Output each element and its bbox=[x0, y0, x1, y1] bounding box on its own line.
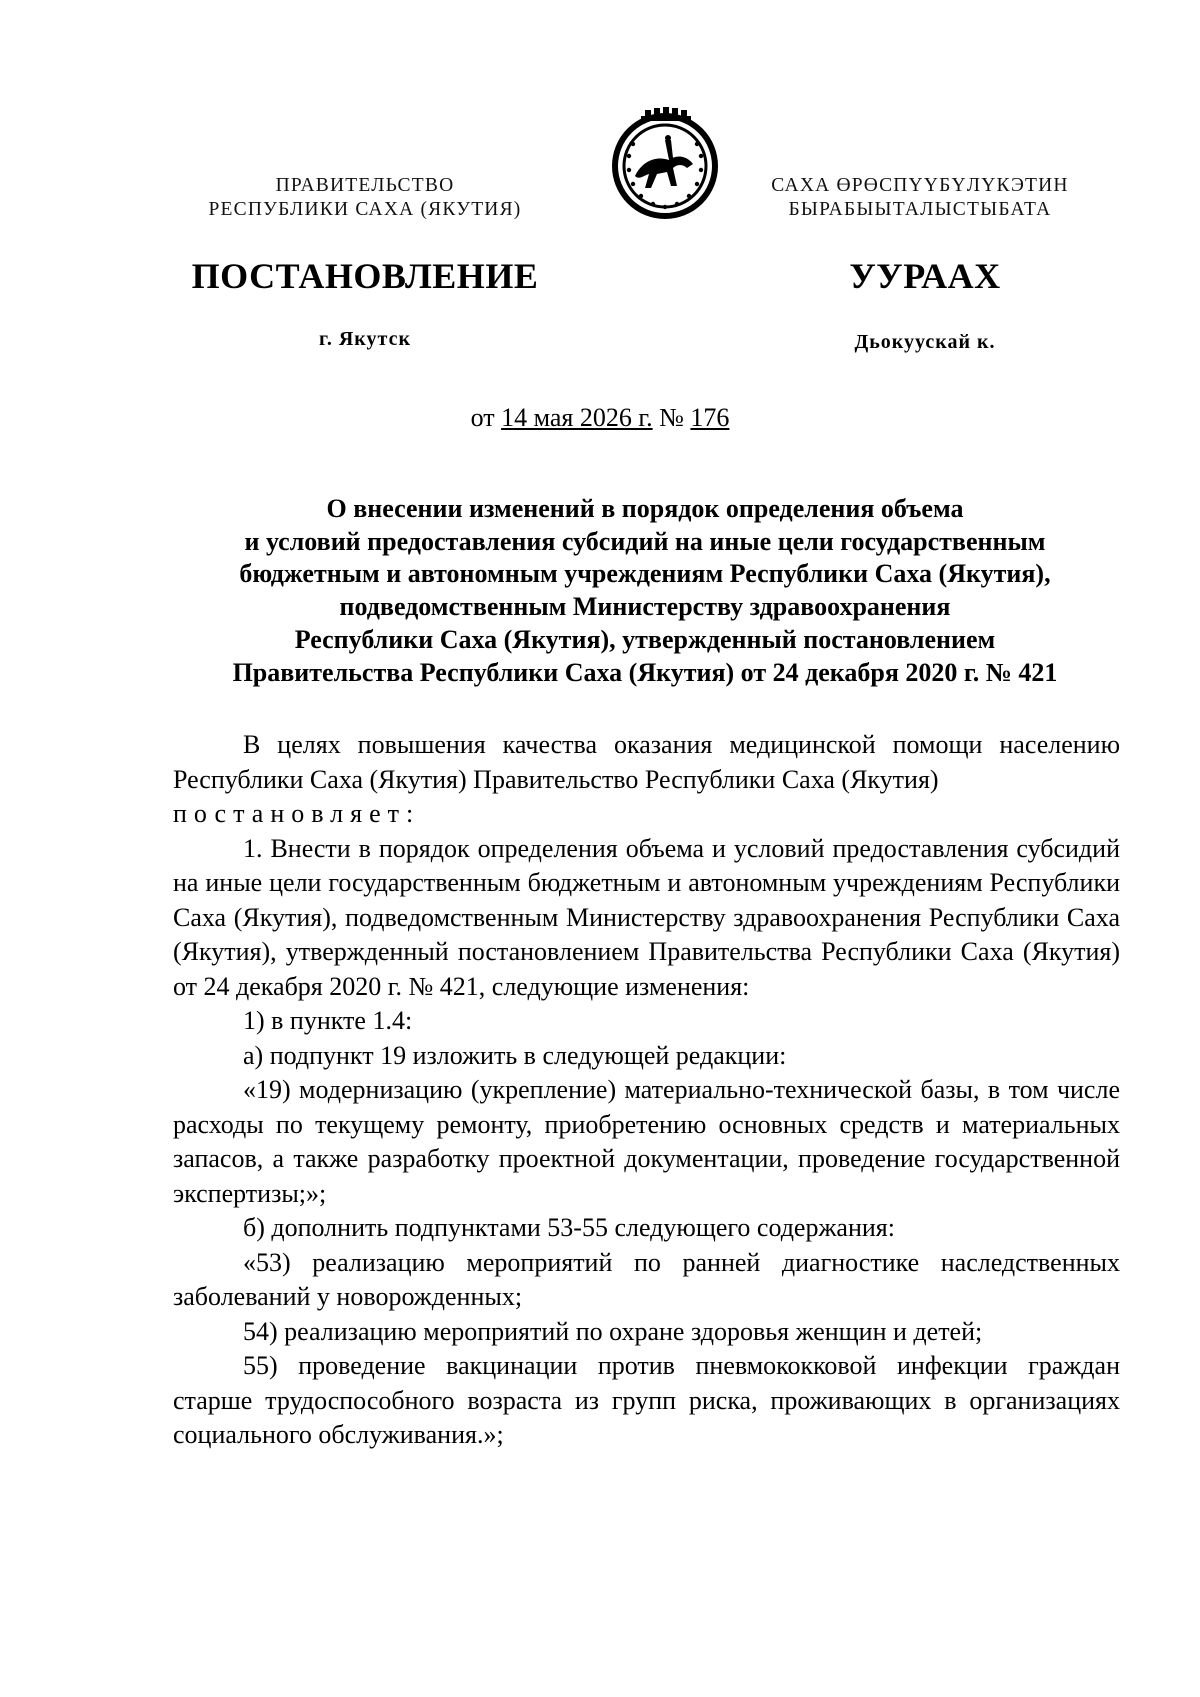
title-line: Правительства Республики Саха (Якутия) от 24 декабря 2020 г. № 421 bbox=[232, 657, 1058, 687]
paragraph-subitem-54: 54) реализацию мероприятий по охране здоровья женщин и детей; bbox=[243, 1316, 983, 1346]
city-russian: г. Якутск bbox=[319, 328, 411, 350]
title-line: и условий предоставления субсидий на иные цели государственным bbox=[244, 526, 1046, 556]
document-date: 14 мая 2026 г. bbox=[501, 403, 653, 432]
city-yakut: Дьокуускай к. bbox=[854, 331, 996, 353]
title-line: бюджетным и автономным учреждениям Республики Саха (Якутия), bbox=[239, 559, 1051, 589]
government-line-1: ПРАВИТЕЛЬСТВО bbox=[275, 175, 455, 196]
date-and-number bbox=[300, 403, 900, 433]
intro-paragraph: В целях повышения качества оказания медицинской помощи населению Республики Саха (Якутия) Правительство Республики Саха (Якутия) bbox=[173, 730, 1120, 794]
document-number: 176 bbox=[690, 403, 730, 432]
paragraph-subitem-b: б) дополнить подпунктами 53-55 следующего содержания: bbox=[243, 1213, 895, 1242]
government-line-2: РЕСПУБЛИКИ САХА (ЯКУТИЯ) bbox=[208, 199, 522, 220]
coat-of-arms-emblem-icon bbox=[605, 104, 725, 224]
title-line: О внесении изменений в порядок определения объема bbox=[326, 494, 964, 523]
paragraph-subitem-a: а) подпункт 19 изложить в следующей редакции: bbox=[243, 1040, 787, 1070]
document-kind-russian: ПОСТАНОВЛЕНИЕ bbox=[191, 256, 539, 296]
paragraph-subitem-19: «19) модернизацию (укрепление) материально-технической базы, в том числе расходы по текущему ремонту, приобретению основных средств и материальных запасов, а также разработку проектной документации, проведение государственной экспертизы;»; bbox=[173, 1075, 1120, 1208]
title-line: Республики Саха (Якутия), утвержденный постановлением bbox=[294, 624, 996, 654]
date-prefix: от bbox=[470, 403, 495, 432]
paragraph-item-1: 1) в пункте 1.4: bbox=[243, 1006, 413, 1035]
government-yakut-line-1: САХА ӨРӨСПҮҮБҮЛҮКЭТИН bbox=[771, 175, 1069, 196]
document-title bbox=[170, 493, 1120, 689]
government-yakut-line-2: БЫРАБЫЫТАЛЫСТЫБАТА bbox=[788, 199, 1052, 220]
paragraph-subitem-55: 55) проведение вакцинации против пневмококковой инфекции граждан старше трудоспособного возраста из групп риска, проживающих в организациях социального обслуживания.»; bbox=[173, 1351, 1120, 1449]
document-kind-yakut: УУРААХ bbox=[849, 256, 1001, 296]
government-name-russian bbox=[170, 174, 560, 222]
decrees-word: постановляет: bbox=[173, 799, 421, 828]
document-body bbox=[173, 728, 1120, 1453]
title-line: подведомственным Министерству здравоохранения bbox=[339, 592, 951, 622]
number-sign: № bbox=[659, 403, 684, 432]
paragraph-1: 1. Внести в порядок определения объема и условий предоставления субсидий на иные цели государственным бюджетным и автономным учреждениям Республики Саха (Якутия), подведомственным Министерству здравоохранения Республики Саха (Якутия), утвержденный постановлением Правительства Республики Саха (Якутия) от 24 декабря 2020 г. № 421, следующие изменения: bbox=[173, 833, 1120, 1001]
government-name-yakut bbox=[740, 174, 1100, 222]
paragraph-subitem-53: «53) реализацию мероприятий по ранней диагностике наследственных заболеваний у новорожденных; bbox=[173, 1247, 1120, 1311]
